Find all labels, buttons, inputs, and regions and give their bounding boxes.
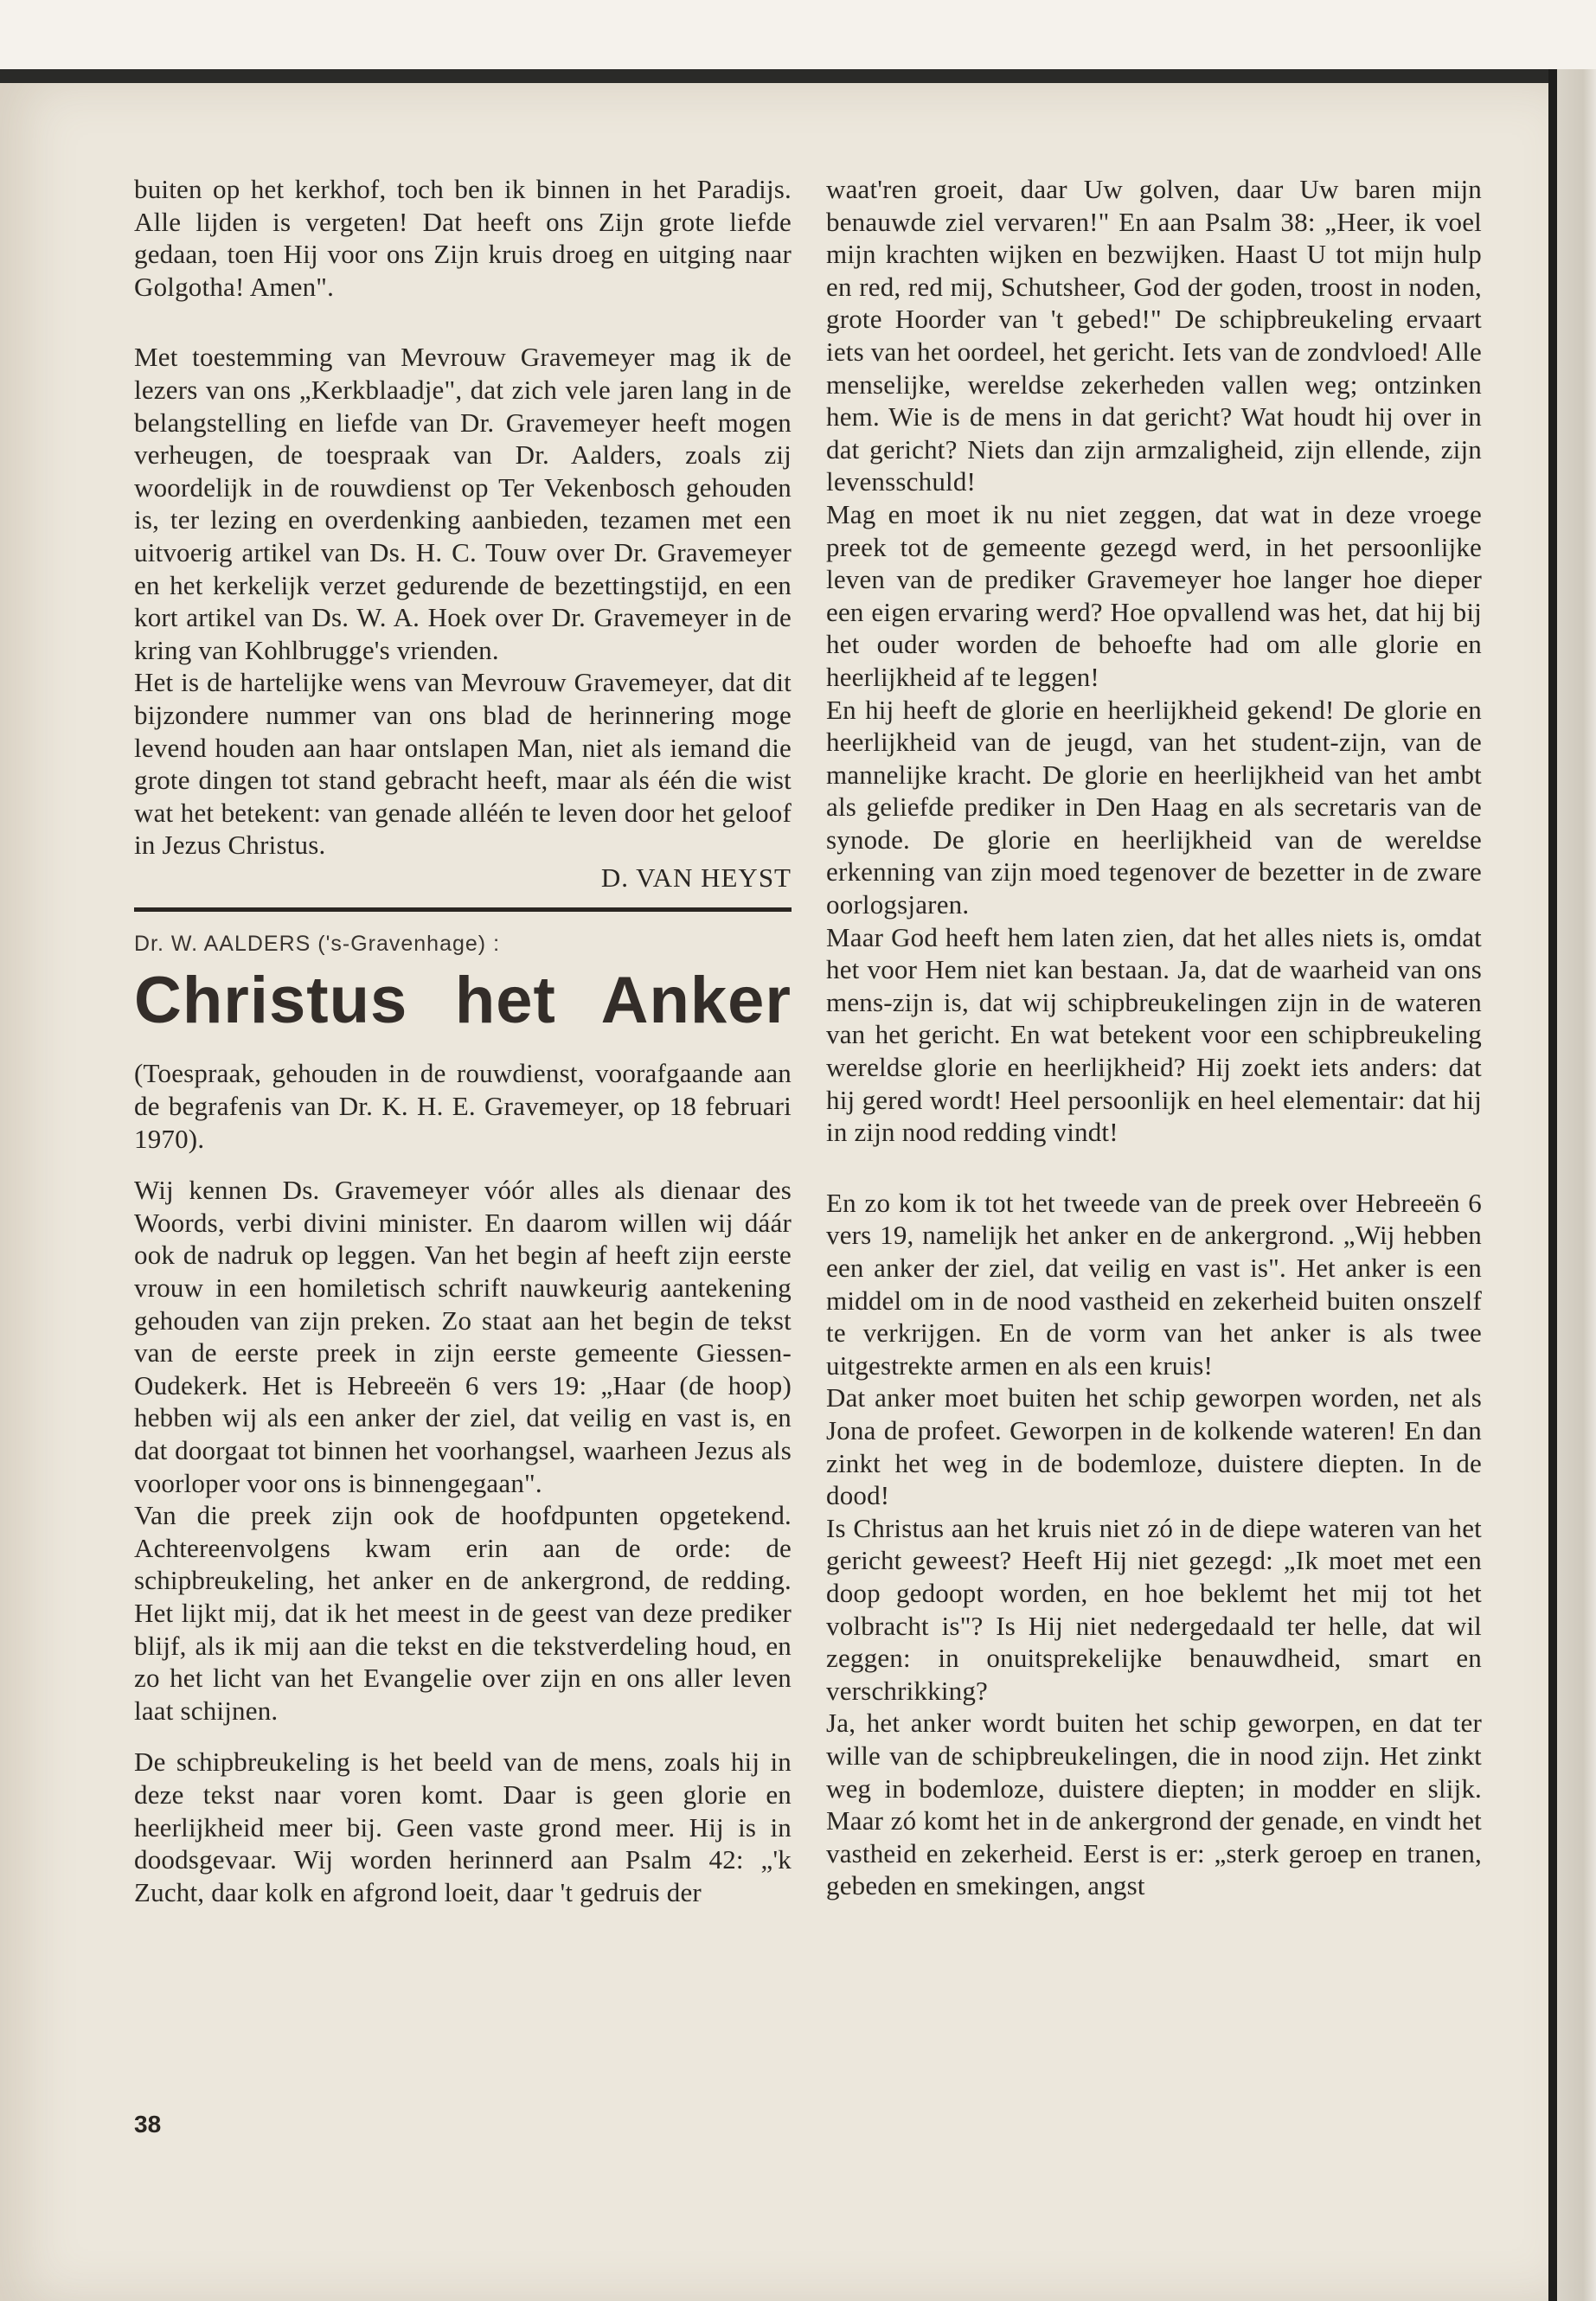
article-paragraph-3: De schipbreukeling is het beeld van de mens, zoals hij in deze tekst naar voren komt. Daar is geen glorie en heerlijkheid meer bij. Geen vaste grond meer. Hij is in doodsgevaar. Wij worden herinnerd aan Psalm 42: „'k Zucht, daar kolk en afgrond loeit, daar 't gedruis der: [134, 1747, 792, 1907]
scan-top-edge: [0, 69, 1548, 83]
article-paragraph-2: Van die preek zijn ook de hoofdpunten opgetekend. Achtereenvolgens kwam erin aan de orde: de schipbreukeling, het anker en de ankergrond, de redding. Het lijkt mij, dat ik het meest in de geest van deze prediker blijf, als ik mij aan die tekst en die tekstverdeling houd, en zo het licht van het Evangelie over zijn en ons aller leven laat schijnen.: [134, 1500, 792, 1726]
article-paragraph-8: En zo kom ik tot het tweede van de preek over Hebreeën 6 vers 19, namelijk het anker en de ankergrond. „Wij hebben een anker der ziel, dat veilig en vast is". Het anker is een middel om in de nood vastheid en zekerheid buiten onszelf te verkrijgen. En de vorm van het anker is als twee uitgestrekte armen en als een kruis!: [826, 1187, 1482, 1381]
right-column: [826, 173, 1482, 1902]
scan-top-margin: [0, 0, 1596, 69]
article-paragraph-9: Dat anker moet buiten het schip geworpen worden, net als Jona de profeet. Geworpen in de kolkende wateren! En dan zinkt het weg in de bodemloze, duistere diepten. In de dood!: [826, 1382, 1482, 1511]
intro-paragraph-1: buiten op het kerkhof, toch ben ik binnen in het Paradijs. Alle lijden is vergeten! Dat heeft ons Zijn grote liefde gedaan, toen Hij voor ons Zijn kruis droeg en uitging naar Golgotha! Amen".: [134, 174, 792, 302]
article-paragraph-6: En hij heeft de glorie en heerlijkheid gekend! De glorie en heerlijkheid van de jeugd, van het student-zijn, van de mannelijke kracht. De glorie en heerlijkheid van het ambt als geliefde prediker in Den Haag en als secretaris van de synode. De glorie en heerlijkheid van de wereldse erkenning van zijn moed tegenover de bezetter in de zware oorlogsjaren.: [826, 694, 1482, 920]
intro-paragraph-3: Het is de hartelijke wens van Mevrouw Gravemeyer, dat dit bijzondere nummer van ons blad de herinnering moge levend houden aan haar ontslapen Man, niet als iemand die grote dingen tot stand gebracht heeft, maar als één die wist wat het betekent: van genade alléén te leven door het geloof in Jezus Christus.: [134, 667, 792, 861]
section-divider: [134, 907, 792, 912]
article-subtitle: (Toespraak, gehouden in de rouwdienst, voorafgaande aan de begrafenis van Dr. K. H. E. Gravemeyer, op 18 februari 1970).: [134, 1058, 792, 1154]
article-paragraph-7: Maar God heeft hem laten zien, dat het alles niets is, omdat het voor Hem niet kan bestaan. Ja, dat de waarheid van ons mens-zijn is, dat wij schipbreukelingen zijn in de wateren van het gericht. En wat betekent voor een schipbreukeling wereldse glorie en heerlijkheid? Hij zoekt iets anders: dat hij gered wordt! Heel persoonlijk en heel elementair: dat hij in zijn nood redding vindt!: [826, 921, 1482, 1148]
article-paragraph-1: Wij kennen Ds. Gravemeyer vóór alles als dienaar des Woords, verbi divini minister. En daarom willen wij dáár ook de nadruk op leggen. Van het begin af heeft zijn eerste vrouw in een homiletisch schrift nauwkeurig aantekening gehouden van zijn preken. Zo staat aan het begin de tekst van de eerste preek in zijn eerste gemeente Giessen-Oudekerk. Het is Hebreeën 6 vers 19: „Haar (de hoop) hebben wij als een anker der ziel, dat veilig en vast is, en dat doorgaat tot binnen het voorhangsel, waarheen Jezus als voorloper voor ons is binnengegaan".: [134, 1175, 792, 1498]
intro-paragraph-2: Met toestemming van Mevrouw Gravemeyer mag ik de lezers van ons „Kerkblaadje", dat zich vele jaren lang in de belangstelling en liefde van Dr. Gravemeyer heeft mogen verheugen, de toespraak van Dr. Aalders, zoals zij woordelijk in de rouwdienst op Ter Vekenbosch gehouden is, ter lezing en overdenking aanbieden, tezamen met een uitvoerig artikel van Ds. H. C. Touw over Dr. Gravemeyer en het kerkelijk verzet gedurende de bezettingstijd, en een kort artikel van Ds. W. A. Hoek over Dr. Gravemeyer in de kring van Kohlbrugge's vrienden.: [134, 342, 792, 665]
page-number: 38: [134, 2111, 162, 2138]
article-paragraph-11: Ja, het anker wordt buiten het schip geworpen, en dat ter wille van de schipbreukelingen, die in nood zijn. Het zinkt weg in bodemloze, duistere diepten; in modder en slijk. Maar zó komt het in de ankergrond der genade, en vindt het vastheid en zekerheid. Eerst is er: „sterk geroep en tranen, gebeden en smekingen, angst: [826, 1708, 1482, 1901]
article-paragraph-10: Is Christus aan het kruis niet zó in de diepe wateren van het gericht geweest? Heeft Hij niet gezegd: „Ik moet met een doop gedoopt worden, en hoe beklemt het mij tot het volbracht is"? Is Hij niet nedergedaald ter helle, dat wil zeggen: in onuitsprekelijke benauwdheid, smart en verschrikking?: [826, 1512, 1482, 1706]
left-column: [134, 173, 792, 1908]
book-binding-edge: [1548, 69, 1596, 2301]
article-paragraph-4: waat'ren groeit, daar Uw golven, daar Uw baren mijn benauwde ziel vervaren!" En aan Psalm 38: „Heer, ik voel mijn krachten wijken en bezwijken. Haast U tot mijn hulp en red, red mij, Schutsheer, God der goden, troost in noden, grote Hoorder van 't gebed!" De schipbreukeling ervaart iets van het oordeel, het gericht. Iets van de zondvloed! Alle menselijke, wereldse zekerheden vallen weg; ontzinken hem. Wie is de mens in dat gericht? Wat houdt hij over in dat gericht? Niets dan zijn armzaligheid, zijn ellende, zijn levensschuld!: [826, 174, 1482, 497]
article-byline: Dr. W. AALDERS ('s-Gravenhage) :: [134, 932, 501, 957]
intro-signature: D. VAN HEYST: [600, 862, 792, 893]
article-paragraph-5: Mag en moet ik nu niet zeggen, dat wat in deze vroege preek tot de gemeente gezegd werd, in het persoonlijke leven van de prediker Gravemeyer hoe langer hoe dieper een eigen ervaring werd? Hoe opvallend was het, dat hij bij het ouder worden de behoefte had om alle glorie en heerlijkheid af te leggen!: [826, 498, 1482, 692]
article-title: Christus het Anker: [134, 964, 792, 1038]
